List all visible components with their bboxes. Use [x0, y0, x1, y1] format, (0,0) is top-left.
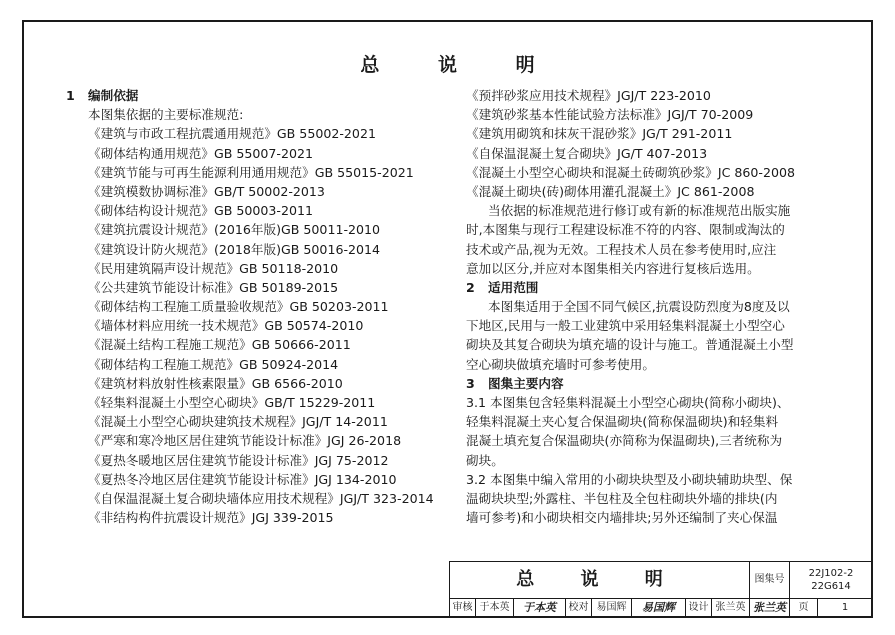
scope-paragraph-line: 砌块及其复合砌块为填充墙的设计与施工。普通混凝土小型: [466, 337, 794, 353]
standard-item: 《混凝土结构工程施工规范》GB 50666-2011: [88, 337, 351, 353]
contents-paragraph-line: 混凝土填充复合保温砌块(亦简称为保温砌块),三者统称为: [466, 433, 783, 449]
atlas-number-label: 图集号: [750, 562, 790, 599]
standard-item: 《夏热冬冷地区居住建筑节能设计标准》JGJ 134-2010: [88, 471, 397, 487]
atlas-number: [790, 562, 872, 599]
section-2-heading: [466, 278, 842, 297]
contents-paragraph-line: 3.1 本图集包含轻集料混凝土小型空心砌块(简称小砌块)、: [466, 395, 790, 410]
standard-item: 《自保温混凝土复合砌块》JG/T 407-2013: [466, 145, 708, 161]
standard-item: 《预拌砂浆应用技术规程》JGJ/T 223-2010: [466, 88, 711, 103]
standard-item: 《轻集料混凝土小型空心砌块》GB/T 15229-2011: [88, 395, 376, 410]
standard-item: 《砌体结构工程施工质量验收规范》GB 50203-2011: [88, 299, 389, 315]
review-label: 审核: [450, 599, 476, 617]
page-title: 总 说 明: [360, 54, 561, 76]
standard-item: 《砌体结构工程施工规范》GB 50924-2014: [88, 356, 339, 372]
standard-item: 《混凝土小型空心砌块建筑技术规程》JGJ/T 14-2011: [88, 414, 388, 430]
standard-item: 《砌体结构设计规范》GB 50003-2011: [88, 203, 313, 219]
note-paragraph-line: 时,本图集与现行工程建设标准不符的内容、限制或淘汰的: [466, 222, 785, 238]
right-column: [466, 86, 842, 527]
note-paragraph-line: 意加以区分,并应对本图集相关内容进行复核后选用。: [466, 260, 760, 276]
standard-item: 《建筑模数协调标准》GB/T 50002-2013: [88, 183, 325, 199]
check-label: 校对: [566, 599, 592, 617]
section-1-title: 编制依据: [88, 88, 139, 103]
standard-item: 《公共建筑节能设计标准》GB 50189-2015: [88, 279, 339, 295]
contents-paragraph-line: 3.2 本图集中编入常用的小砌块块型及小砌块辅助块型、保: [466, 471, 793, 487]
scope-paragraph-line: 本图集适用于全国不同气候区,抗震设防烈度为8度及以: [488, 299, 790, 315]
check-name: 易国辉: [592, 599, 632, 617]
contents-paragraph-line: 轻集料混凝土夹心复合保温砌块(简称保温砌块)和轻集料: [466, 414, 779, 430]
design-label: 设计: [686, 599, 712, 617]
review-signature: 于本英: [514, 599, 566, 617]
standard-item: 《建筑抗震设计规范》(2016年版)GB 50011-2010: [88, 222, 381, 238]
contents-paragraph-line: 砌块。: [466, 452, 504, 468]
signature-row: [450, 599, 872, 617]
standard-item: 《墙体材料应用统一技术规范》GB 50574-2010: [88, 318, 364, 334]
standard-item: 《严寒和寒冷地区居住建筑节能设计标准》JGJ 26-2018: [88, 433, 402, 449]
scope-paragraph-line: 下地区,民用与一般工业建筑中采用轻集料混凝土小型空心: [466, 318, 785, 334]
design-signature: 张兰英: [750, 599, 790, 617]
standard-item: 《建筑节能与可再生能源利用通用规范》GB 55015-2021: [88, 164, 414, 180]
section-1-number: 1: [66, 88, 75, 103]
section-2-title: 适用范围: [488, 279, 539, 295]
scope-paragraph-line: 空心砌块做填充墙时可参考使用。: [466, 356, 655, 372]
standard-item: 《非结构构件抗震设计规范》JGJ 339-2015: [88, 510, 334, 526]
standard-item: 《建筑用砌筑和抹灰干混砂浆》JG/T 291-2011: [466, 126, 733, 142]
page-number: 1: [841, 602, 849, 613]
contents-paragraph-line: 温砌块块型;外露柱、半包柱及全包柱砌块外墙的排块(内: [466, 490, 778, 506]
section-3-number: 3: [466, 375, 475, 391]
contents-paragraph-line: 墙可参考)和小砌块相交内墙排块;另外还编制了夹心保温: [466, 510, 778, 526]
standard-item: 《混凝土砌块(砖)砌体用灌孔混凝土》JC 861-2008: [466, 183, 755, 199]
note-paragraph-line: 当依据的标准规范进行修订或有新的标准规范出版实施: [488, 203, 791, 219]
note-paragraph-line: 技术或产品,视为无效。工程技术人员在参考使用时,应注: [466, 241, 777, 257]
standard-item: 《夏热冬暖地区居住建筑节能设计标准》JGJ 75-2012: [88, 452, 389, 468]
standard-item: 《混凝土小型空心砌块和混凝土砖砌筑砂浆》JC 860-2008: [466, 164, 796, 180]
section-3-title: 图集主要内容: [488, 375, 564, 391]
section-3-heading: [466, 374, 842, 393]
left-column: [66, 86, 434, 527]
standard-item: 《民用建筑隔声设计规范》GB 50118-2010: [88, 260, 339, 276]
check-signature: 易国辉: [632, 599, 686, 617]
standards-intro: 本图集依据的主要标准规范:: [88, 107, 244, 123]
standard-item: 《建筑材料放射性核素限量》GB 6566-2010: [88, 375, 343, 391]
review-name: 于本英: [476, 599, 514, 617]
section-1-heading: [66, 86, 434, 105]
title-block-title: 总 说 明: [450, 562, 750, 599]
standard-item: 《建筑砂浆基本性能试验方法标准》JGJ/T 70-2009: [466, 107, 754, 123]
standard-item: 《自保温混凝土复合砌块墙体应用技术规程》JGJ/T 323-2014: [88, 490, 434, 506]
standard-item: 《建筑与市政工程抗震通用规范》GB 55002-2021: [88, 126, 376, 142]
design-name: 张兰英: [712, 599, 750, 617]
title-block: [449, 561, 873, 618]
standard-item: 《建筑设计防火规范》(2018年版)GB 50016-2014: [88, 241, 381, 257]
page-label: 页: [790, 599, 818, 617]
atlas-number-primary: 22J102-2: [808, 568, 854, 579]
atlas-number-secondary: 22G614: [811, 581, 851, 592]
section-2-number: 2: [466, 279, 475, 295]
standard-item: 《砌体结构通用规范》GB 55007-2021: [88, 145, 313, 161]
